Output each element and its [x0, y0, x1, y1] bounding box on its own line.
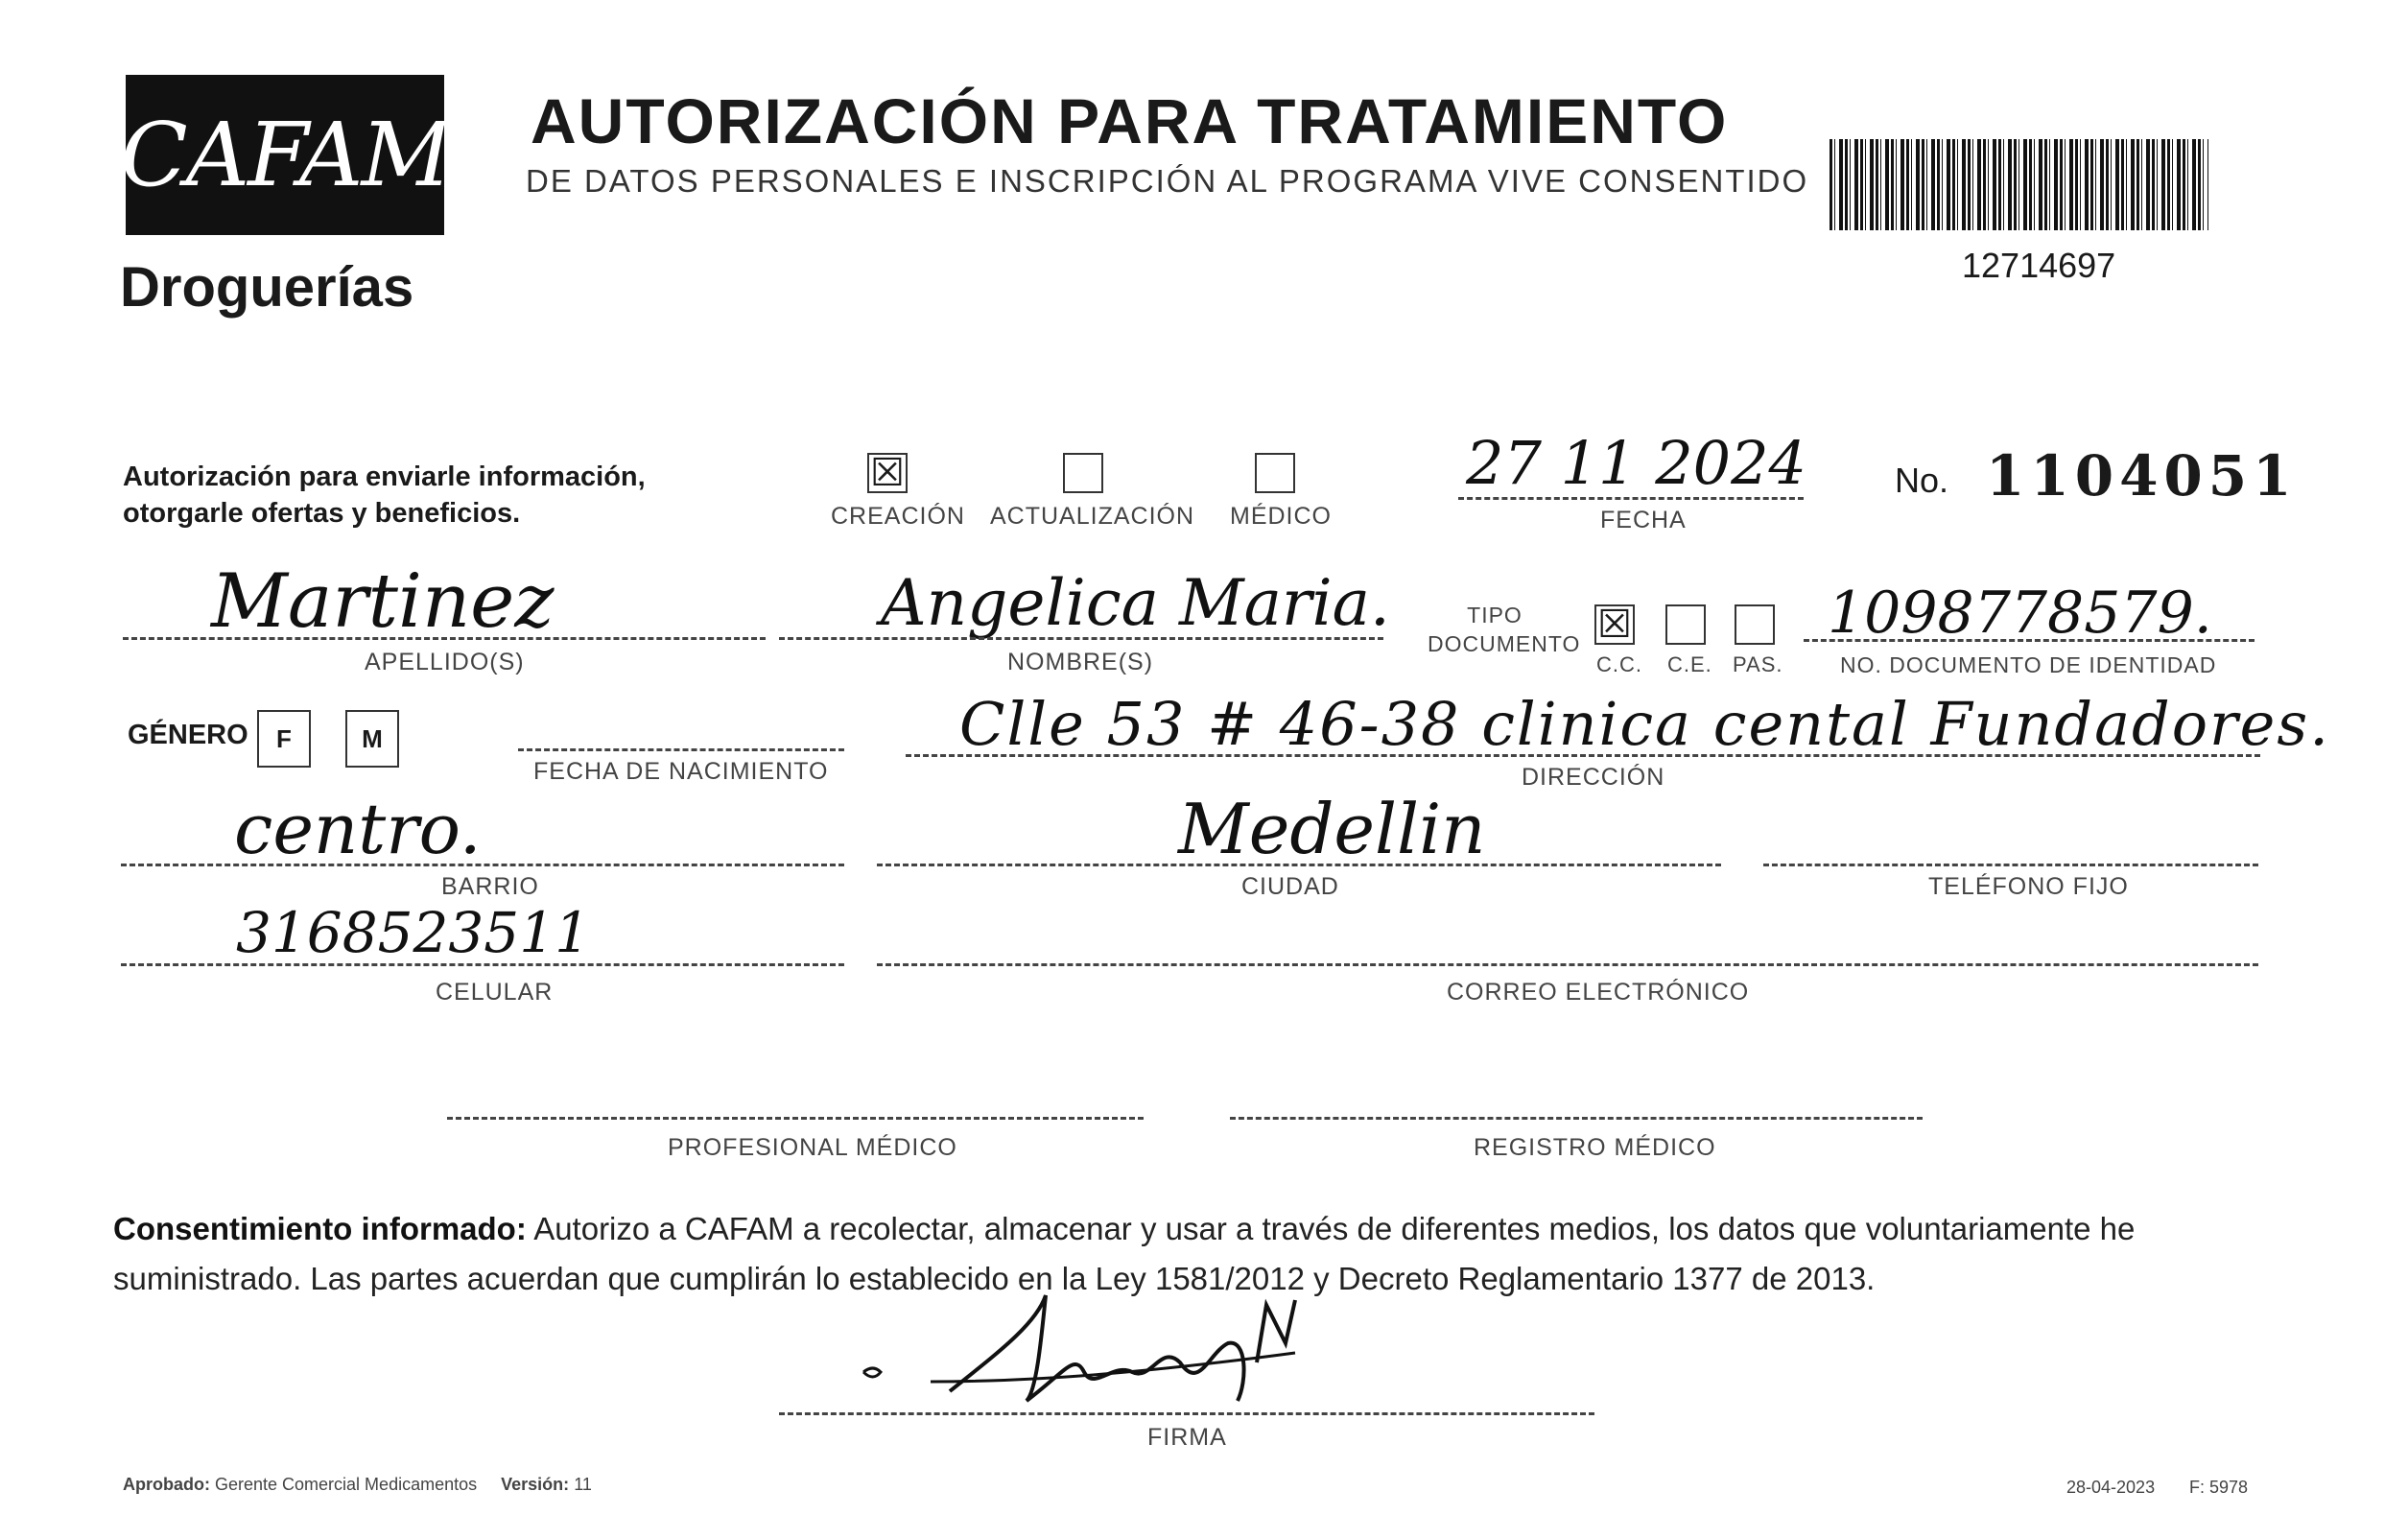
option-medico-checkbox[interactable]: [1255, 453, 1295, 493]
ciudad-label: CIUDAD: [1241, 873, 1339, 900]
form-subtitle: DE DATOS PERSONALES E INSCRIPCIÓN AL PROGRAMA VIVE CONSENTIDO: [526, 163, 1809, 199]
date-line: [1458, 497, 1804, 500]
option-actualizacion-label: ACTUALIZACIÓN: [990, 503, 1195, 530]
nombres-value[interactable]: Angelica Maria.: [881, 566, 1390, 640]
tipo-documento-label: TIPO DOCUMENTO: [1428, 603, 1581, 656]
apellidos-label: APELLIDO(S): [365, 649, 525, 675]
version-label: Versión:: [501, 1475, 570, 1494]
fecha-nacimiento-label: FECHA DE NACIMIENTO: [533, 758, 829, 785]
documento-line: [1804, 639, 2255, 642]
footer-code: F: 5978: [2189, 1478, 2249, 1497]
signature-line: [779, 1412, 1594, 1415]
barrio-label: BARRIO: [441, 873, 539, 900]
authorization-intro: Autorización para enviarle información, otorgarle ofertas y beneficios.: [123, 462, 646, 529]
nombres-line: [779, 637, 1383, 640]
tipo-ce-label: C.E.: [1667, 652, 1712, 676]
telefono-fijo-label: TELÉFONO FIJO: [1928, 873, 2129, 900]
genero-label: GÉNERO: [128, 720, 248, 750]
profesional-label: PROFESIONAL MÉDICO: [668, 1134, 957, 1161]
ciudad-value[interactable]: Medellin: [1178, 789, 1486, 869]
barcode-number: 12714697: [1962, 246, 2116, 285]
consent-heading: Consentimiento informado:: [113, 1211, 527, 1246]
tipo-cc-label: C.C.: [1596, 652, 1642, 676]
correo-line: [877, 963, 2258, 966]
approved-label: Aprobado:: [123, 1475, 210, 1494]
profesional-line: [447, 1117, 1144, 1120]
form-title: AUTORIZACIÓN PARA TRATAMIENTO: [531, 85, 1729, 156]
barrio-value[interactable]: centro.: [234, 789, 482, 869]
tipo-cc-checkbox[interactable]: ☒: [1594, 604, 1635, 645]
genero-f-checkbox[interactable]: F: [257, 710, 311, 768]
tipo-pas-checkbox[interactable]: [1735, 604, 1775, 645]
option-creacion-checkbox[interactable]: ☒: [867, 453, 908, 493]
date-label: FECHA: [1600, 507, 1687, 533]
correo-label: CORREO ELECTRÓNICO: [1447, 979, 1750, 1006]
registro-line: [1230, 1117, 1923, 1120]
tipo-ce-checkbox[interactable]: [1665, 604, 1706, 645]
form-number: 1104051: [1986, 443, 2298, 509]
signature-drawing: [844, 1286, 1381, 1430]
telefono-fijo-line: [1763, 864, 2258, 866]
apellidos-line: [123, 637, 766, 640]
consent-body: Autorizo a CAFAM a recolectar, almacenar y usar a través de diferentes medios, los datos que voluntariamente he suministrado. Las partes acuerdan que cumplirán lo establecido en la Ley 1581/2012 y Decreto Reglamentario 1377 de 2013.: [113, 1211, 2136, 1296]
apellidos-value[interactable]: Martinez: [211, 558, 555, 645]
cafam-logo: CAFAM: [126, 75, 444, 235]
ciudad-line: [877, 864, 1721, 866]
approved-value: Gerente Comercial Medicamentos: [215, 1475, 478, 1494]
direccion-value[interactable]: Clle 53 # 46-38 clinica cental Fundadores.: [959, 689, 2330, 759]
celular-value[interactable]: 3168523511: [236, 900, 591, 965]
logo-subtitle: Droguerías: [120, 256, 414, 319]
nombres-label: NOMBRE(S): [1007, 649, 1154, 675]
number-label: No.: [1895, 461, 1949, 500]
date-value[interactable]: 27 11 2024: [1466, 428, 1806, 498]
option-actualizacion-checkbox[interactable]: [1063, 453, 1103, 493]
barrio-line: [121, 864, 844, 866]
barcode: [1830, 139, 2208, 230]
celular-line: [121, 963, 844, 966]
registro-label: REGISTRO MÉDICO: [1474, 1134, 1716, 1161]
direccion-label: DIRECCIÓN: [1522, 764, 1665, 791]
signature-label: FIRMA: [1147, 1424, 1227, 1451]
option-creacion-label: CREACIÓN: [831, 503, 965, 530]
genero-m-checkbox[interactable]: M: [345, 710, 399, 768]
footer-date: 28-04-2023: [2066, 1478, 2156, 1497]
celular-label: CELULAR: [436, 979, 554, 1006]
fecha-nacimiento-line: [518, 748, 844, 751]
direccion-line: [906, 754, 2260, 757]
option-medico-label: MÉDICO: [1230, 503, 1332, 530]
version-value: 11: [574, 1475, 592, 1494]
footer-approved: [123, 1475, 592, 1495]
documento-value[interactable]: 1098778579.: [1828, 580, 2212, 647]
tipo-pas-label: PAS.: [1733, 652, 1783, 676]
documento-label: NO. DOCUMENTO DE IDENTIDAD: [1840, 652, 2217, 677]
